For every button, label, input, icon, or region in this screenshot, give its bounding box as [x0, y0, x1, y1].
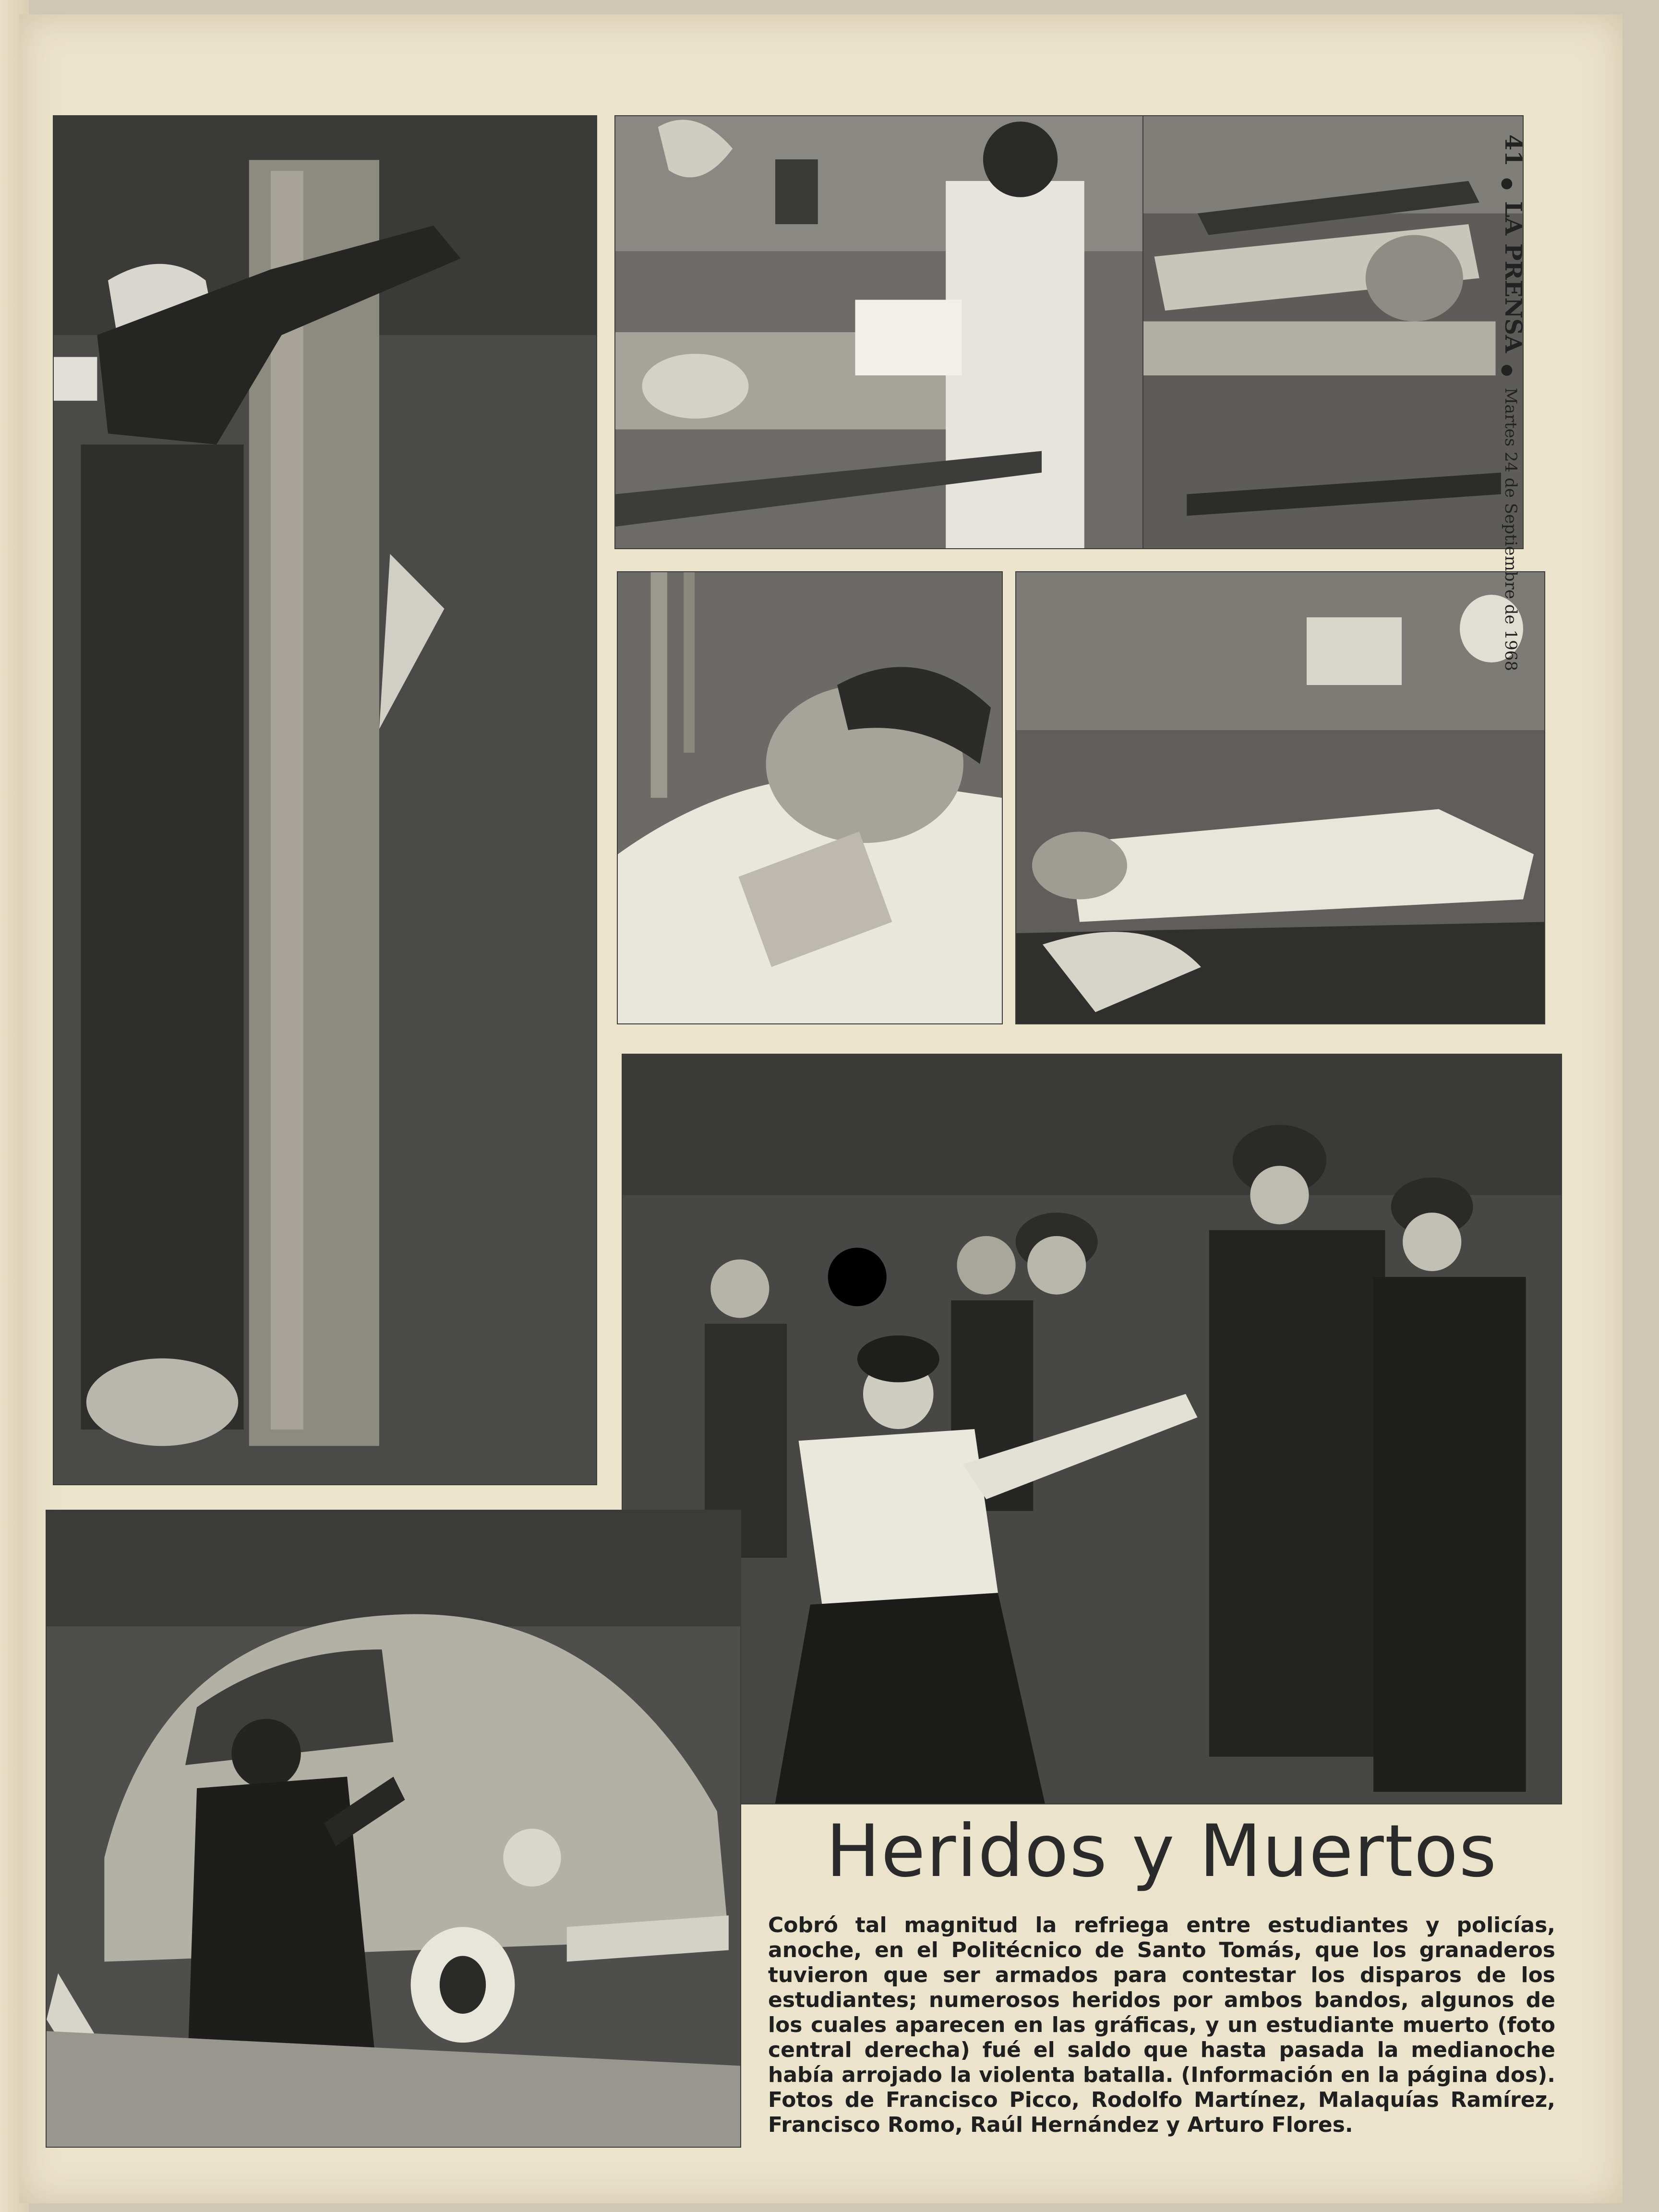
photo-student-struggle-police: [622, 1054, 1562, 1804]
article-caption: Cobró tal magnitud la refriega entre estudiantes y policías, anoche, en el Politécnico de Santo Tomás, que los granaderos tuvieron que ser armados para contestar los disparos de los estudiantes; numerosos heridos por ambos bandos, algunos de los cuales aparecen en las gráficas, y un estudiante muerto (foto central derecha) fué el saldo que hasta pasada la medianoche había arrojado la violenta batalla. (Información en la página dos). Fotos de Francisco Picco, Rodolfo Martínez, Malaquías Ramírez, Francisco Romo, Raúl Hernández y Arturo Flores.: [768, 1913, 1555, 2137]
newspaper-name: LA PRENSA: [1500, 201, 1527, 353]
separator-dot-icon: ●: [1499, 364, 1516, 377]
publication-date: Martes 24 de Septiembre de 1968: [1501, 387, 1520, 671]
photo-wounded-on-stretcher-doctor: [614, 115, 1149, 549]
masthead: [1499, 134, 1527, 671]
article-headline: Heridos y Muertos: [826, 1810, 1498, 1893]
photo-granadero-with-gun-by-car: [46, 1510, 741, 2148]
photo-dead-student-closeup: [617, 571, 1003, 1024]
separator-dot-icon: ●: [1499, 177, 1516, 191]
page-number: 41: [1500, 134, 1527, 167]
photo-wounded-man-on-gurney: [1142, 115, 1524, 549]
photo-police-behind-pole: [53, 115, 597, 1485]
photo-wounded-in-hospital: [1015, 571, 1545, 1024]
